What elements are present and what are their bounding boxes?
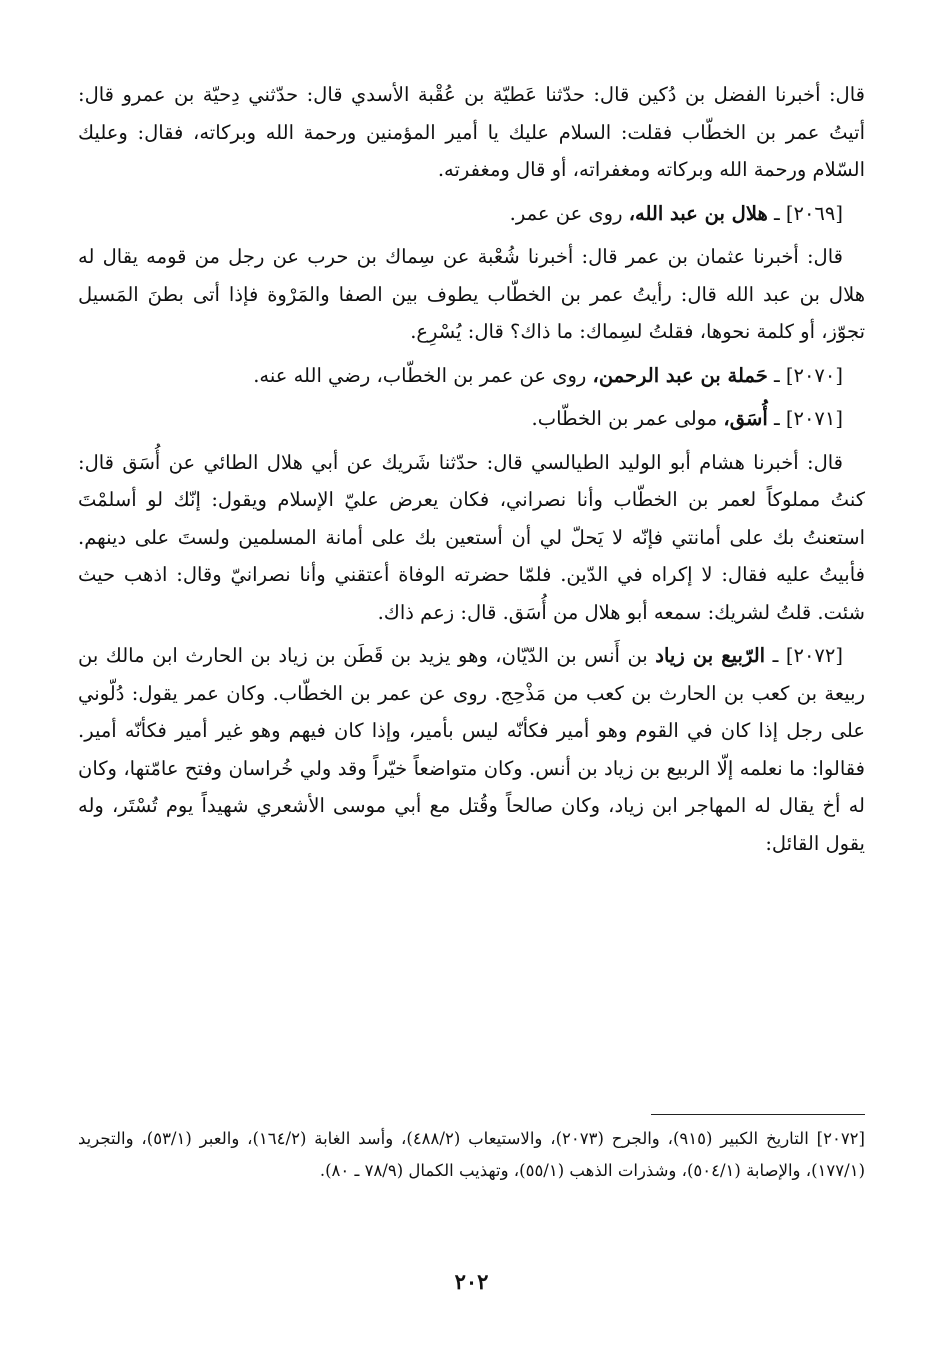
footnote-divider: [651, 1114, 865, 1115]
footnotes: [78, 1123, 865, 1187]
entry-number: [٢٠٧٠] ـ: [773, 363, 843, 387]
entry-text: مولى عمر بن الخطّاب.: [531, 407, 718, 430]
entry-name: أُسَق،: [723, 407, 768, 430]
entry-name: هلال بن عبد الله،: [628, 201, 768, 225]
entry-2071: [78, 400, 865, 438]
entry-text: روى عن عمر بن الخطّاب، رضي الله عنه.: [253, 363, 587, 387]
entry-2069: [78, 195, 865, 233]
entry-number: [٢٠٧٢] ـ: [772, 644, 843, 667]
entry-name: حَملة بن عبد الرحمن،: [592, 363, 768, 387]
footnote-2072: [٢٠٧٢] التاريخ الكبير (٩١٥)، والجرح (٢٠٧٣)، والاستيعاب (٤٨٨/٢)، وأسد الغابة (١٦٤/٢)، والعبر (٥٣/١)، والتجريد (١٧٧/١)، والإصابة (٥٠٤/١)، وشذرات الذهب (٥٥/١)، وتهذيب الكمال (٧٨/٩ ـ ٨٠).: [78, 1129, 865, 1180]
entry-number: [٢٠٧١] ـ: [773, 407, 843, 430]
paragraph-usaq-narration: قال: أخبرنا هشام أبو الوليد الطيالسي قال: حدّثنا شَريك عن أبي هلال الطائي عن أُسَق قال: كنتُ مملوكاً لعمر بن الخطّاب وأنا نصراني، فكان يعرض عليّ الإسلام ويقول: إنّك لو أسلمْتَ استعنتُ بك على أمانتي فإنّه لا يَحلّ لي أن أستعين بك على أمانة المسلمين ولستَ على دينهم. فأبيتُ عليه فقال: لا إكراه في الدّين. فلمّا حضرته الوفاة أعتقني وأنا نصرانيّ وقال: اذهب حيث شئت. قلتُ لشريك: سمعه أبو هلال من أُسَق. قال: زعم ذاك.: [78, 450, 865, 624]
entry-text: بن أَنس بن الدّيّان، وهو يزيد بن قَطَن بن زياد بن الحارث ابن مالك بن ربيعة بن كعب بن الحارث بن كعب من مَذْحِج. روى عن عمر بن الخطّاب. وكان عمر يقول: دُلّوني على رجل إذا كان في القوم وهو أمير فكأنّه ليس بأمير، وإذا كان فيهم وهو غير أمير فكأنّه أمير. فقالوا: ما نعلمه إلّا الربيع بن زياد بن أنس. وكان متواضعاً خيّراً وقد ولي خُراسان وفتح عامّتها، وكان له أخ يقال له المهاجر ابن زياد، وكان صالحاً وقُتل مع أبي موسى الأشعري شهيداً يوم تُسْتَر، وله يقول القائل:: [78, 644, 865, 855]
paragraph-hilal-narration: قال: أخبرنا عثمان بن عمر قال: أخبرنا شُعْبة عن سِماك بن حرب عن رجل من قومه يقال له هلال بن عبد الله قال: رأيتُ عمر بن الخطّاب يطوف بين الصفا والمَرْوة فإذا أتى بطنَ المَسيل تجوّز، أو كلمة نحوها، فقلتُ لسِماك: ما ذاك؟ قال: يُسْرِع.: [78, 245, 865, 343]
entry-number: [٢٠٦٩] ـ: [773, 201, 843, 225]
paragraph-dihya-narration: قال: أخبرنا الفضل بن دُكين قال: حدّثنا عَطيّة بن عُقْبة الأسدي قال: حدّثني دِحيّة بن عمرو قال: أتيتُ عمر بن الخطّاب فقلت: السلام عليك يا أمير المؤمنين ورحمة الله وبركاته، فقال: وعليك السّلام ورحمة الله وبركاته ومغفراته، أو قال ومغفرته.: [78, 83, 865, 181]
entry-text: روى عن عمر.: [509, 201, 623, 225]
page-number: ٢٠٢: [454, 1269, 489, 1294]
book-page: [78, 72, 865, 1342]
entry-2072: [78, 637, 865, 862]
entry-name: الرّبيع بن زياد: [655, 644, 766, 667]
entry-2070: [78, 357, 865, 395]
